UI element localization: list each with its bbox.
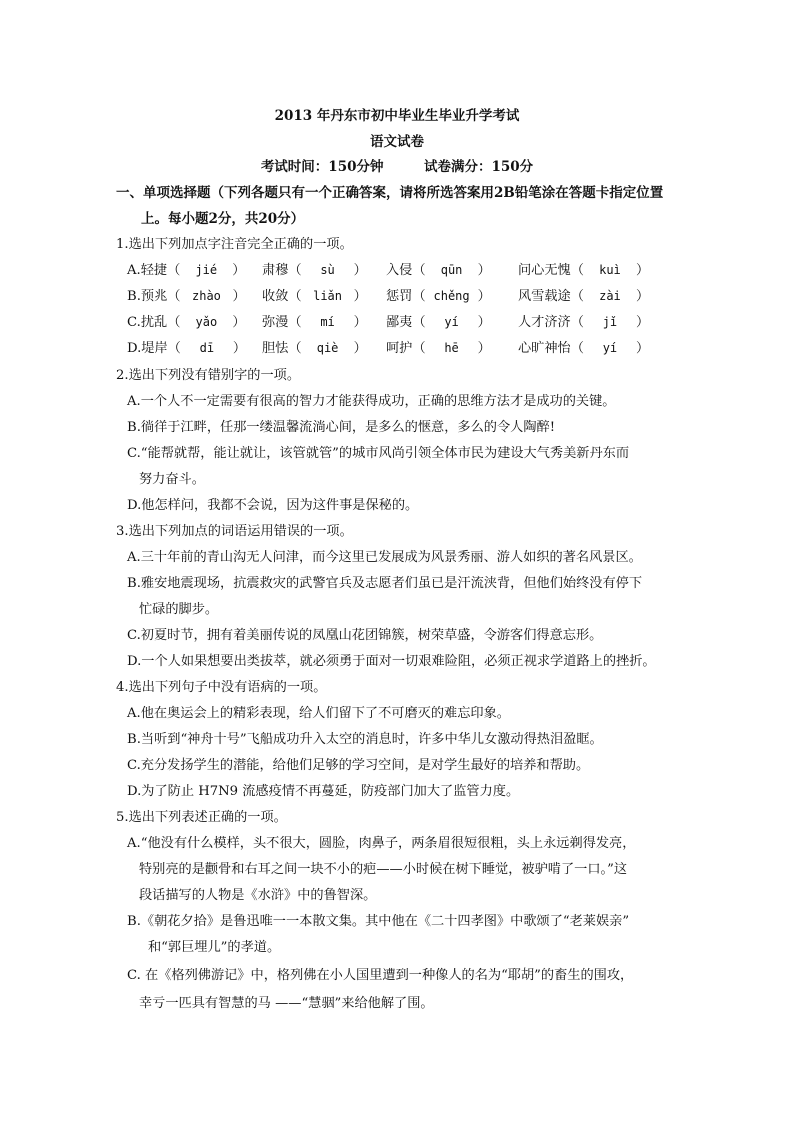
q5-option-a-line1: A.“他没有什么模样，头不很大，圆脸，肉鼻子，两条眉很短很粗，头上永远剃得发亮， [127,836,636,851]
paren-close: ） [477,289,491,304]
pinyin: chěng [433,289,470,303]
q1-option-d-item [127,337,246,356]
q1-option-b-item [127,285,246,304]
pinyin: kuì [599,263,621,277]
paren-open: （ [412,315,426,330]
q2-option-c-line1: C.“能帮就帮，能让就让，该管就管”的城市风尚引领全体市民为建设大气秀美新丹东而 [127,446,630,461]
option-label: C. [127,315,141,330]
q1-option-a-item [386,259,491,278]
paren-close: ） [232,263,246,278]
paren-open: （ [412,341,426,356]
paren-open: （ [288,315,302,330]
q1-option-a-item [518,259,649,278]
word: 肃穆 [262,263,289,278]
q1-option-a-item [262,259,367,278]
q1-option-d-item [386,337,491,356]
q2-option-b: B.徜徉于江畔，任那一缕温馨流淌心间，是多么的惬意，多么的令人陶醉! [127,420,555,435]
pinyin: zài [599,289,621,303]
paren-open: （ [570,315,584,330]
q1-option-c-item [262,311,367,330]
pinyin: yí [444,315,459,329]
word: 呵护 [386,341,413,356]
word: 惩罚 [386,289,413,304]
paren-close: ） [353,289,367,304]
pinyin: qūn [440,263,463,277]
word: 问心无愧 [518,263,571,278]
paren-open: （ [570,289,584,304]
option-label: D. [127,341,142,356]
pinyin: sù [320,263,335,277]
word: 入侵 [386,263,413,278]
word: 收敛 [262,289,289,304]
pinyin: jǐ [602,315,618,329]
q5-option-c-line2: 幸亏一匹具有智慧的马 ——“慧骃”来给他解了围。 [139,996,434,1011]
word: 弥漫 [262,315,289,330]
q5-option-a-line3: 段话描写的人物是《水浒》中的鲁智深。 [139,888,377,903]
option-label: A. [127,263,141,278]
pinyin: mí [320,315,335,329]
word: 胆怯 [262,341,289,356]
word: 堤岸 [141,341,168,356]
paren-open: （ [570,263,584,278]
q4-stem: 4.选出下列句子中没有语病的一项。 [116,680,327,695]
q3-option-b-line1: B.雅安地震现场，抗震救灾的武警官兵及志愿者们虽已是汗流浃背，但他们始终没有停下 [127,576,643,591]
q5-option-a-line2: 特别亮的是颧骨和右耳之间一块不小的疤——小时候在树下睡觉，被驴啃了一口。”这 [139,862,628,877]
paren-close: ） [353,315,367,330]
word: 轻捷 [140,263,168,278]
q5-stem: 5.选出下列表述正确的一项。 [116,810,287,825]
paren-open: （ [167,263,181,278]
paren-close: ） [232,315,246,330]
paren-open: （ [570,341,584,356]
paren-close: ） [353,263,367,278]
q1-option-b-item [262,285,367,304]
word: 预兆 [140,289,168,304]
word: 心旷神怡 [518,341,571,356]
q2-option-d: D.他怎样问，我都不会说，因为这件事是保秘的。 [127,498,419,513]
paren-open: （ [288,341,302,356]
paren-close: ） [635,315,650,330]
q5-option-b-line1: B.《朝花夕拾》是鲁迅唯一一本散文集。其中他在《二十四孝图》中歌颂了“老莱娱亲” [127,914,630,929]
pinyin: qiè [316,341,339,355]
q2-option-c-line2: 努力奋斗。 [139,472,205,487]
paren-close: ） [477,341,491,356]
word: 鄙夷 [386,315,413,330]
pinyin: jié [195,263,218,277]
paren-open: （ [167,341,181,356]
exam-title: 2013 年丹东市初中毕业生毕业升学考试 [274,108,520,124]
q4-option-c: C.充分发扬学生的潜能，给他们足够的学习空间，是对学生最好的培养和帮助。 [127,758,590,773]
pinyin: liǎn [313,289,343,303]
q5-option-c-line1: C. 在《格列佛游记》中，格列佛在小人国里遭到一种像人的名为“耶胡”的畜生的围攻， [127,968,634,983]
pinyin: dī [199,341,215,355]
paren-open: （ [167,315,181,330]
paren-open: （ [288,289,302,304]
paren-close: ） [635,263,650,278]
paren-open: （ [167,289,181,304]
q3-stem: 3.选出下列加点的词语运用错误的一项。 [116,524,353,539]
paren-open: （ [412,289,426,304]
q1-stem: 1.选出下列加点字注音完全正确的一项。 [116,237,353,252]
section-heading-line1: 一、单项选择题（下列各题只有一个正确答案，请将所选答案用2B铅笔涂在答题卡指定位置 [116,185,664,201]
q5-option-b-line2: 和“郭巨埋儿”的孝道。 [148,940,281,955]
paren-close: ） [635,341,650,356]
word: 人才济济 [518,315,571,330]
paren-close: ） [635,289,650,304]
word: 扰乱 [140,315,168,330]
q1-option-c-item [386,311,491,330]
q1-option-a-item [127,259,245,278]
exam-meta: 考试时间：150分钟 试卷满分：150分 [260,159,534,175]
q4-option-b: B.当听到“神舟十号”飞船成功升入太空的消息时，许多中华儿女激动得热泪盈眶。 [127,732,603,747]
q1-option-b-item [386,285,491,304]
q1-option-c-item [518,311,649,330]
option-label: B. [127,289,141,304]
q1-option-d-item [518,337,649,356]
pinyin: yǎo [195,315,218,329]
q4-option-a: A.他在奥运会上的精彩表现，给人们留下了不可磨灭的难忘印象。 [127,706,510,721]
pinyin: yí [602,341,618,355]
paren-open: （ [412,263,426,278]
q1-option-b-item [518,285,649,304]
paren-close: ） [477,263,491,278]
q2-option-a: A.一个人不一定需要有很高的智力才能获得成功，正确的思维方法才是成功的关键。 [127,394,616,409]
q2-stem: 2.选出下列没有错别字的一项。 [116,368,301,383]
q1-option-d-item [262,337,367,356]
word: 风雪载途 [518,289,571,304]
exam-subtitle: 语文试卷 [370,134,424,150]
paren-close: ） [232,341,247,356]
paren-close: ） [232,289,246,304]
paren-open: （ [288,263,302,278]
pinyin: hē [444,341,459,355]
q3-option-b-line2: 忙碌的脚步。 [139,602,219,617]
q3-option-c: C.初夏时节，拥有着美丽传说的凤凰山花团锦簇，树荣草盛，令游客们得意忘形。 [127,628,603,643]
q1-option-c-item [127,311,246,330]
paren-close: ） [477,315,491,330]
q4-option-d: D.为了防止 H7N9 流感疫情不再蔓延，防疫部门加大了监管力度。 [127,784,520,799]
pinyin: zhào [192,289,221,303]
paren-close: ） [353,341,367,356]
section-heading-line2: 上。每小题2分，共20分） [141,211,305,227]
q3-option-d: D.一个人如果想要出类拔萃，就必须勇于面对一切艰难险阻，必须正视求学道路上的挫折。 [127,654,656,669]
q3-option-a: A.三十年前的青山沟无人问津，而今这里已发展成为风景秀丽、游人如织的著名风景区。 [127,550,642,565]
